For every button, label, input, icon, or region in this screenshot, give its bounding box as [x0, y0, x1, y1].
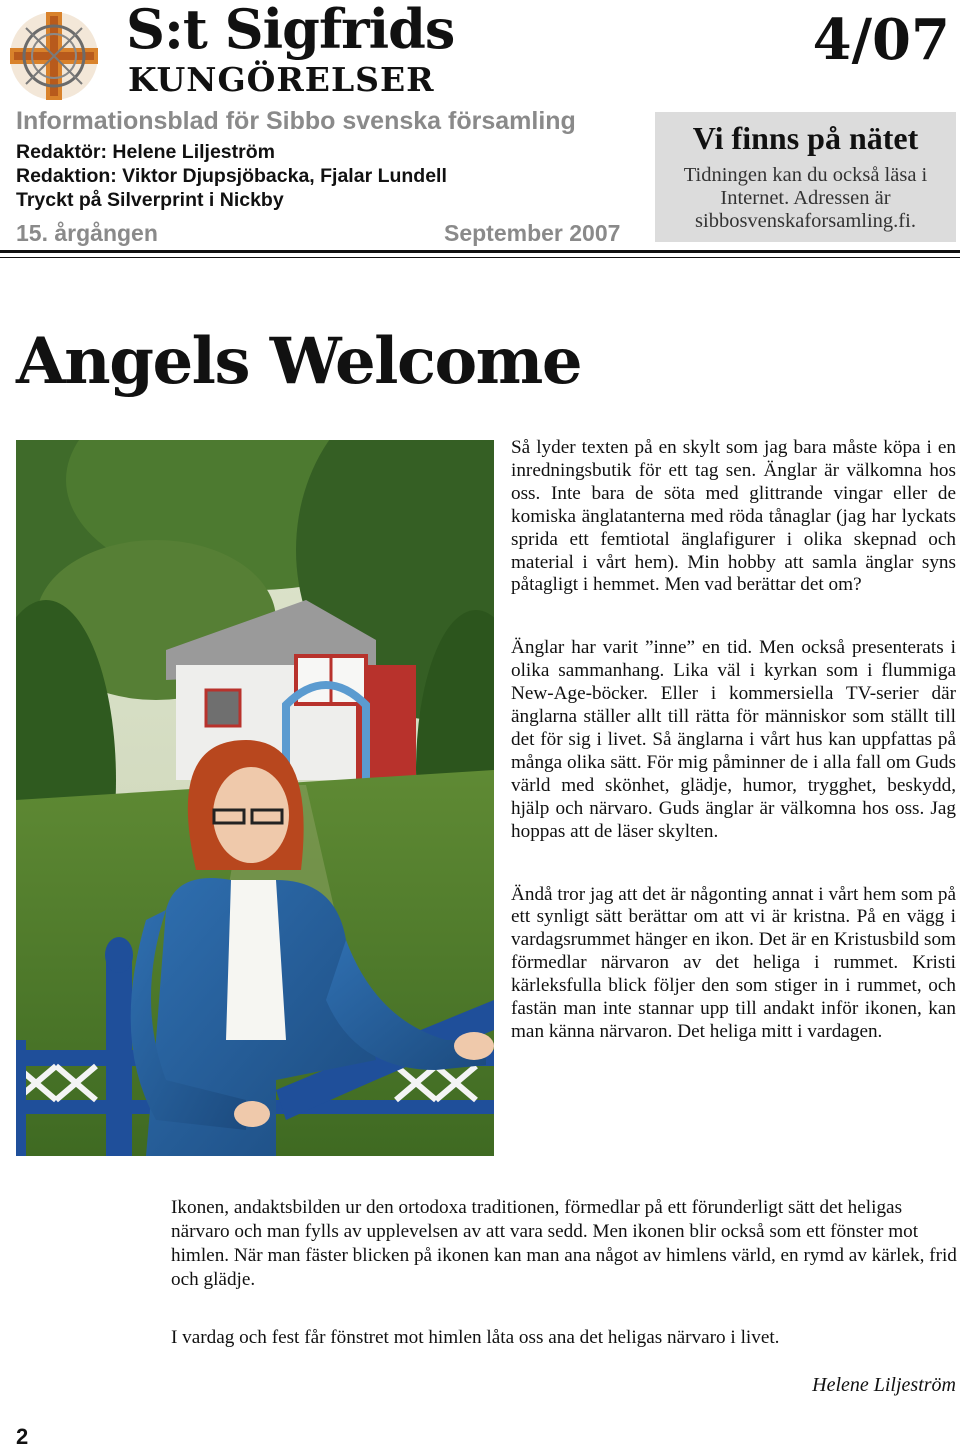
printer-credit: Tryckt på Silverprint i Nickby: [16, 189, 284, 211]
tagline: Informationsblad för Sibbo svenska församling: [16, 107, 576, 135]
masthead-divider-thin: [0, 257, 960, 258]
article-paragraph-4: Ikonen, andaktsbilden ur den ortodoxa traditionen, förmedlar på ett förunderligt sätt det heligas närvaro och man fylls av upplevelsen av att vara sedd. Men ikonen blir också som ett fönster mot himlen. När man fäster blicken på ikonen kan man ana något av himlens värld, en rymd av kärlek, frid och glädje.: [171, 1197, 957, 1290]
article-paragraph-5: I vardag och fest får fönstret mot himlen låta oss ana det heligas närvaro i livet.: [171, 1327, 780, 1348]
cross-logo-icon: [6, 8, 102, 104]
online-box-heading: Vi finns på nätet: [692, 120, 919, 156]
author-signature: Helene Liljeström: [812, 1374, 956, 1396]
online-box-text: Tidningen kan du också läsa i Internet. Adressen är sibbosvenskaforsamling.fi.: [683, 164, 928, 232]
article-paragraph-2: Änglar har varit ”inne” en tid. Men också presenterats i olika sammanhang. Lika väl i kyrkan som i flummiga New-Age-böcker. Eller i kommersiella TV-serier där änglarna ställer allt till rätta för människor som ställt till det för sig i livet. Så änglarna i vårt hus kan uppfattas på många olika sätt. För mig påminner de i alla fall om Guds värld med skönhet, glädje, humor, trygghet, beskydd, hjälp och närvaro. Guds änglar är välkomna hos oss. Jag hoppas att de läser skylten.: [511, 637, 956, 842]
editorial-staff-credit: Redaktion: Viktor Djupsjöbacka, Fjalar Lundell: [16, 165, 447, 187]
online-info-box: [655, 112, 956, 242]
issue-number: 4/07: [812, 7, 950, 73]
masthead-title: S:t Sigfrids: [126, 0, 455, 61]
article-right-column: [511, 437, 956, 1064]
article-paragraph-3: Ändå tror jag att det är någonting annat i vårt hem som på ett synligt sätt berättar om att vi är kristna. På en vägg i vardagsrummet hänger en ikon. Det är en Kristusbild som förmedlar närvaron av det heliga i rummet. Kristi kärleksfulla blick följer den som stiger in i rummet, och fastän man inte stannar upp till andakt inför ikonen, kan man känna närvaron. Det heliga mitt i vardagen.: [511, 883, 956, 1042]
masthead-divider-thick: [0, 250, 960, 253]
masthead-subtitle: KUNGÖRELSER: [128, 60, 435, 99]
article-headline: Angels Welcome: [16, 324, 582, 399]
portrait-photo: [16, 440, 494, 1156]
page-number: 2: [16, 1424, 29, 1449]
article-paragraph-1: Så lyder texten på en skylt som jag bara måste köpa i en inredningsbutik för ett tag sen. Änglar är välkomna hos oss. Inte bara de söta med glittrande vingar eller de komiska änglatanterna med röda tånaglar (jag har lyckats sprida ett femtiotal änglafigurer i olika skepnad och material i vårt hem). Min hobby att samla änglar syns påtagligt i hemmet. Men vad berättar det om?: [511, 437, 956, 596]
issue-date: September 2007: [444, 220, 621, 246]
editor-credit: Redaktör: Helene Liljeström: [16, 141, 275, 163]
volume-label: 15. årgången: [16, 220, 158, 246]
